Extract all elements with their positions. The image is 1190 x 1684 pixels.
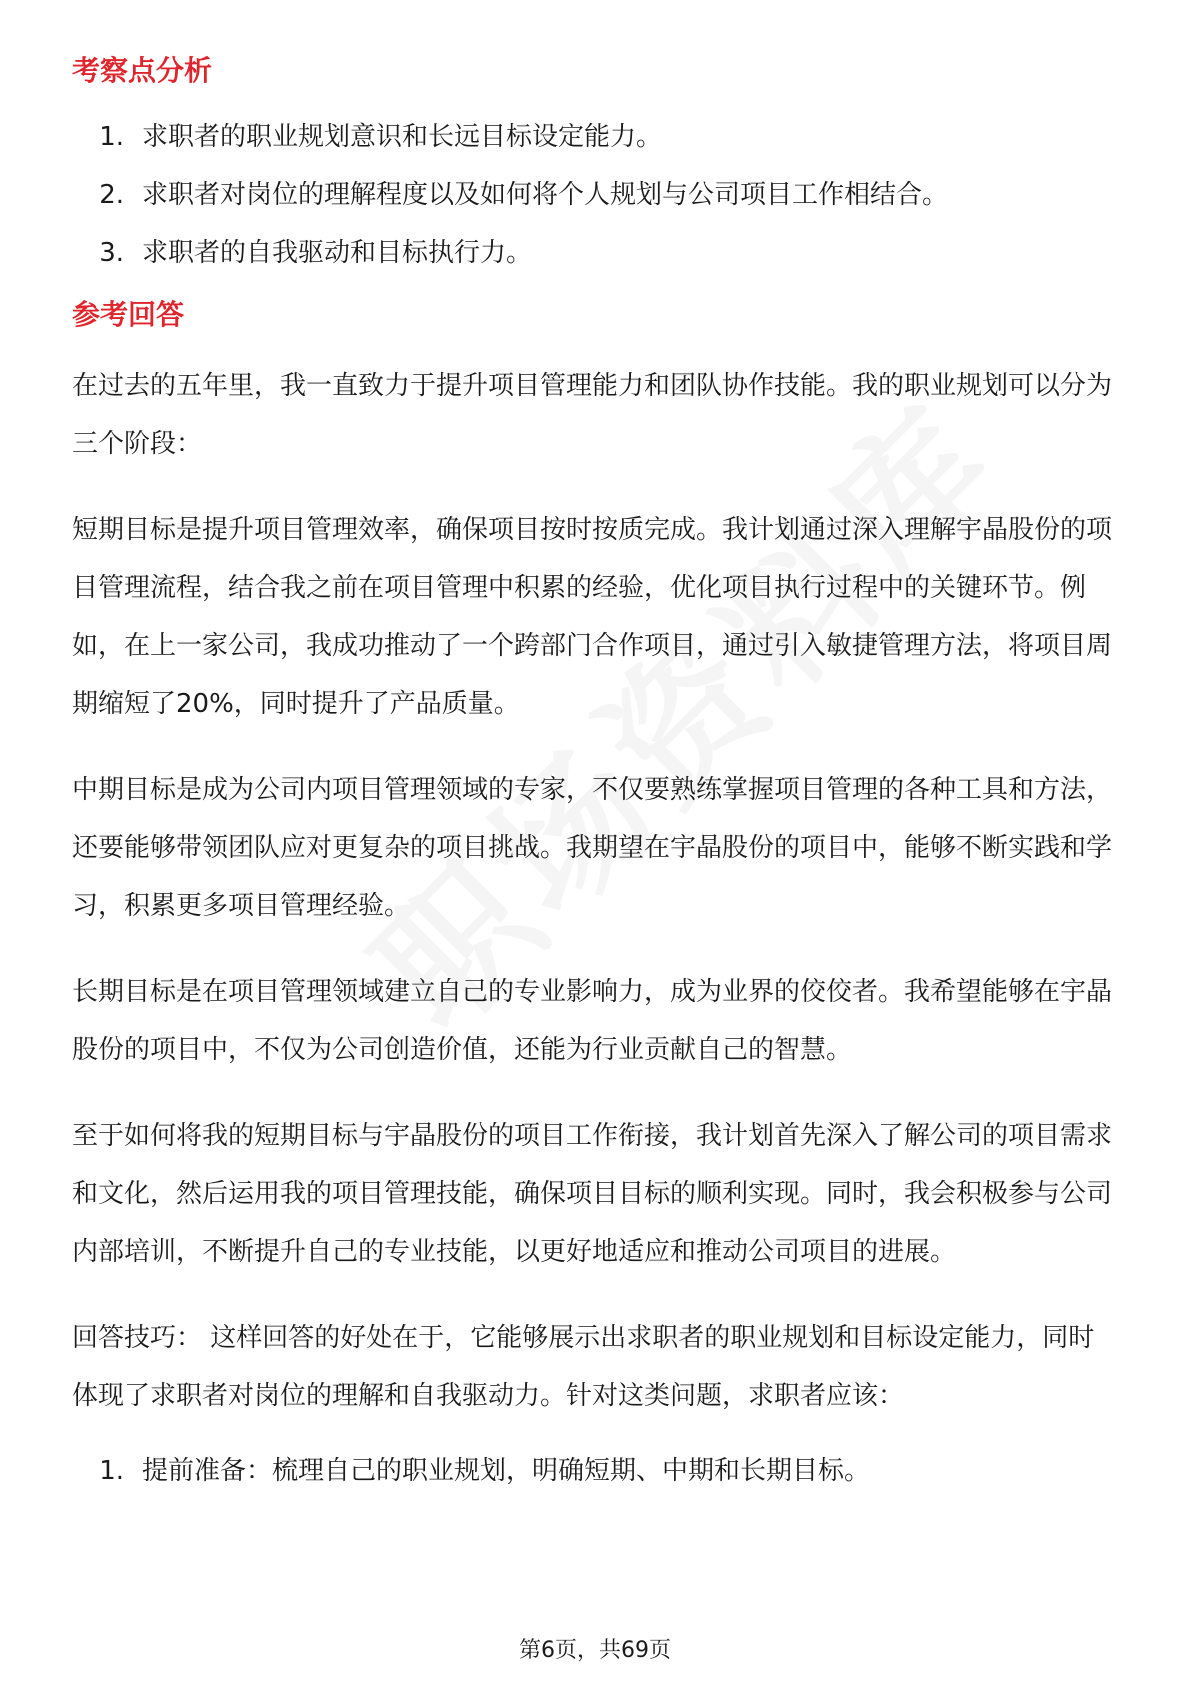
answer-paragraph-connection: 至于如何将我的短期目标与宇晶股份的项目工作衔接，我计划首先深入了解公司的项目需求和文化，然后运用我的项目管理技能，确保项目目标的顺利实现。同时，我会积极参与公司内部培训，不断提升自己的专业技能，以更好地适应和推动公司项目的进展。 bbox=[72, 1121, 1113, 1267]
list-text: 提前准备：梳理自己的职业规划，明确短期、中期和长期目标。 bbox=[142, 1456, 871, 1486]
list-text: 求职者的自我驱动和目标执行力。 bbox=[142, 238, 533, 268]
document-content bbox=[72, 44, 1118, 1509]
list-text: 求职者的职业规划意识和长远目标设定能力。 bbox=[142, 122, 663, 152]
list-number: 1. bbox=[99, 1456, 124, 1486]
page-footer: 第6页，共69页 bbox=[519, 1638, 671, 1663]
answer-paragraph-long-term: 长期目标是在项目管理领域建立自己的专业影响力，成为业界的佼佼者。我希望能够在宇晶股份的项目中，不仅为公司创造价值，还能为行业贡献自己的智慧。 bbox=[72, 977, 1113, 1065]
list-item bbox=[72, 117, 1118, 157]
tips-list bbox=[72, 1451, 1118, 1491]
answer-paragraph-intro: 在过去的五年里，我一直致力于提升项目管理能力和团队协作技能。我的职业规划可以分为三个阶段： bbox=[72, 371, 1113, 459]
list-number: 1. bbox=[99, 122, 124, 152]
list-text: 求职者对岗位的理解程度以及如何将个人规划与公司项目工作相结合。 bbox=[142, 180, 949, 210]
answer-heading: 参考回答 bbox=[72, 298, 185, 331]
list-item bbox=[72, 175, 1118, 215]
analysis-heading: 考察点分析 bbox=[72, 54, 213, 87]
list-number: 3. bbox=[99, 238, 124, 268]
answer-paragraph-mid-term: 中期目标是成为公司内项目管理领域的专家，不仅要熟练掌握项目管理的各种工具和方法，还要能够带领团队应对更复杂的项目挑战。我期望在宇晶股份的项目中，能够不断实践和学习，积累更多项目管理经验。 bbox=[72, 775, 1113, 921]
answer-paragraph-short-term: 短期目标是提升项目管理效率，确保项目按时按质完成。我计划通过深入理解宇晶股份的项目管理流程，结合我之前在项目管理中积累的经验，优化项目执行过程中的关键环节。例如，在上一家公司，我成功推动了一个跨部门合作项目，通过引入敏捷管理方法，将项目周期缩短了20%，同时提升了产品质量。 bbox=[72, 515, 1113, 719]
list-number: 2. bbox=[99, 180, 124, 210]
list-item bbox=[72, 1451, 1118, 1491]
analysis-list bbox=[72, 117, 1118, 273]
list-item bbox=[72, 233, 1118, 273]
answer-tips-paragraph: 回答技巧： 这样回答的好处在于，它能够展示出求职者的职业规划和目标设定能力，同时体现了求职者对岗位的理解和自我驱动力。针对这类问题，求职者应该： bbox=[72, 1323, 1095, 1411]
